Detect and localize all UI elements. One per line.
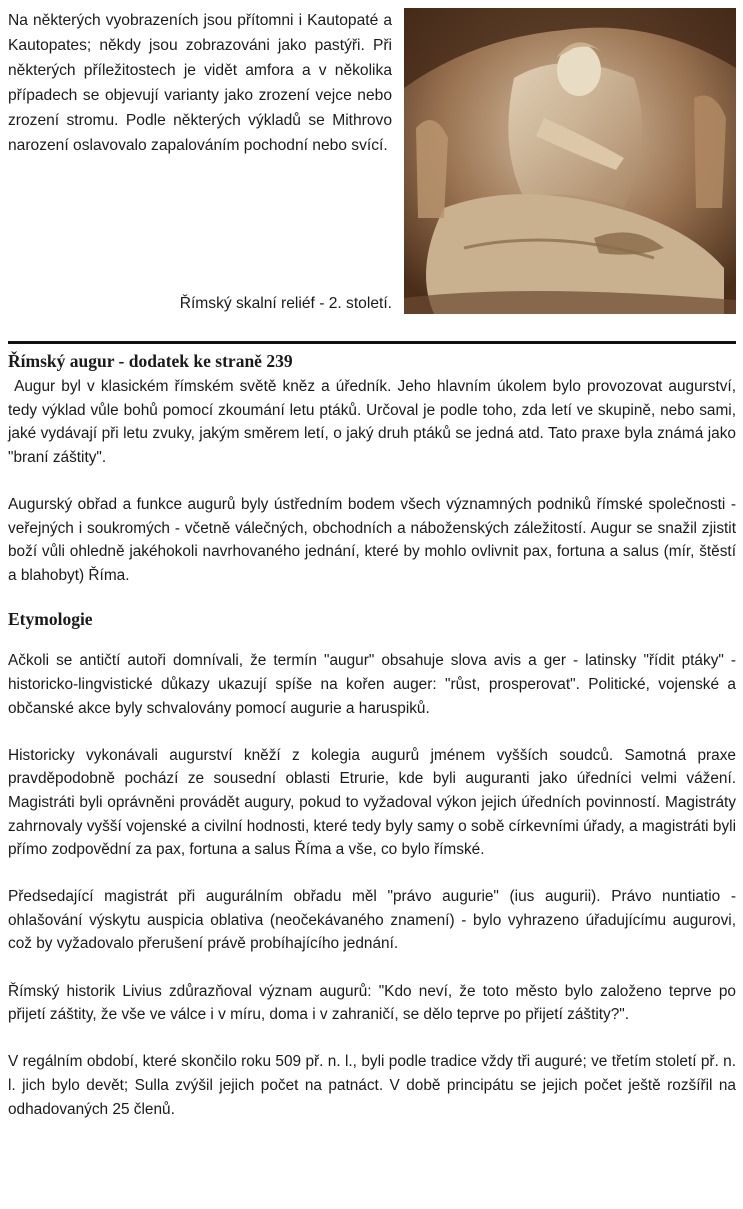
section-paragraph-2: Augurský obřad a funkce augurů byly ústředním bodem všech významných podniků římské společnosti - veřejných i soukromých - včetně válečných, obchodních a náboženských záležitostí. Augur se snažil zjistit boží vůli ohledně jakéhokoli navrhovaného jednání, které by mohlo ovlivnit pax, fortuna a salus (mír, štěstí a blahobyt) Říma. bbox=[8, 495, 736, 584]
section-divider bbox=[8, 341, 736, 344]
etymology-paragraph-2: Historicky vykonávali augurství kněží z kolegia augurů jménem vyšších soudců. Samotná praxe pravděpodobně pochází ze sousední oblasti Etrurie, kde byli auguranti jako úředníci velmi vážení. Magistráti byli oprávněni provádět augury, pokud to vyžadoval výkon jejich úředních povinností. Magistráty zahrnovaly vyšší vojenské a civilní hodnosti, které tedy byly samy o sobě církevními úřady, a magistráti byli přímo zodpovědní za pax, fortuna a salus Říma a vše, co bylo římské. bbox=[8, 746, 736, 859]
etymology-paragraph-4: Římský historik Livius zdůrazňoval význam augurů: "Kdo neví, že toto město bylo založeno teprve po přijetí záštity, že vše ve válce i v míru, doma i v zahraničí, se dělo teprve po přijetí záštity?". bbox=[8, 982, 736, 1024]
section-title: Římský augur - dodatek ke straně 239 bbox=[8, 351, 293, 371]
roman-rock-relief-photo bbox=[404, 8, 736, 314]
article-body bbox=[8, 349, 741, 1121]
etymology-paragraph-3: Předsedající magistrát při augurálním obřadu měl "právo augurie" (ius augurii). Právo nuntiatio - ohlašování výskytu auspicia oblativa (neočekávaného znamení) - bylo vyhrazeno úřadujícímu augurovi, což by vyžadovalo přerušení právě probíhajícího jednání. bbox=[8, 888, 736, 953]
etymology-title: Etymologie bbox=[8, 609, 93, 630]
section-paragraph-1: Augur byl v klasickém římském světě kněz a úředník. Jeho hlavním úkolem bylo provozovat augurství, tedy výklad vůle bohů pomocí zkoumání letu ptáků. Určoval je podle toho, zda letí ve skupině, nebo sami, jaké vydávají při letu zvuky, jakým směrem letí, o jaký druh ptáků se jedná atd. Tato praxe byla známá jako "braní záštity". bbox=[8, 378, 741, 466]
intro-paragraph: Na některých vyobrazeních jsou přítomni i Kautopaté a Kautopates; někdy jsou zobrazováni jako pastýři. Při některých příležitostech je vidět amfora a v několika případech se objevují varianty jako zrození vejce nebo zrození stromu. Podle některých výkladů se Mithrovo narození oslavovalo zapalováním pochodní nebo svící. bbox=[8, 12, 392, 154]
etymology-paragraph-1: Ačkoli se antičtí autoři domnívali, že termín "augur" obsahuje slova avis a ger - latinsky "řídit ptáky" - historicko-lingvistické důkazy ukazují spíše na kořen auger: "růst, prosperovat". Politické, vojenské a občanské akce byly schvalovány pomocí augurie a haruspiků. bbox=[8, 652, 736, 717]
photo-caption: Římský skalní reliéf - 2. století. bbox=[179, 295, 392, 312]
etymology-paragraph-5: V regálním období, které skončilo roku 509 př. n. l., byli podle tradice vždy tři auguré; ve třetím století př. n. l. jich bylo devět; Sulla zvýšil jejich počet na patnáct. V době principátu se jejich počet ještě rozšířil na odhadovaných 25 členů. bbox=[8, 1053, 736, 1118]
